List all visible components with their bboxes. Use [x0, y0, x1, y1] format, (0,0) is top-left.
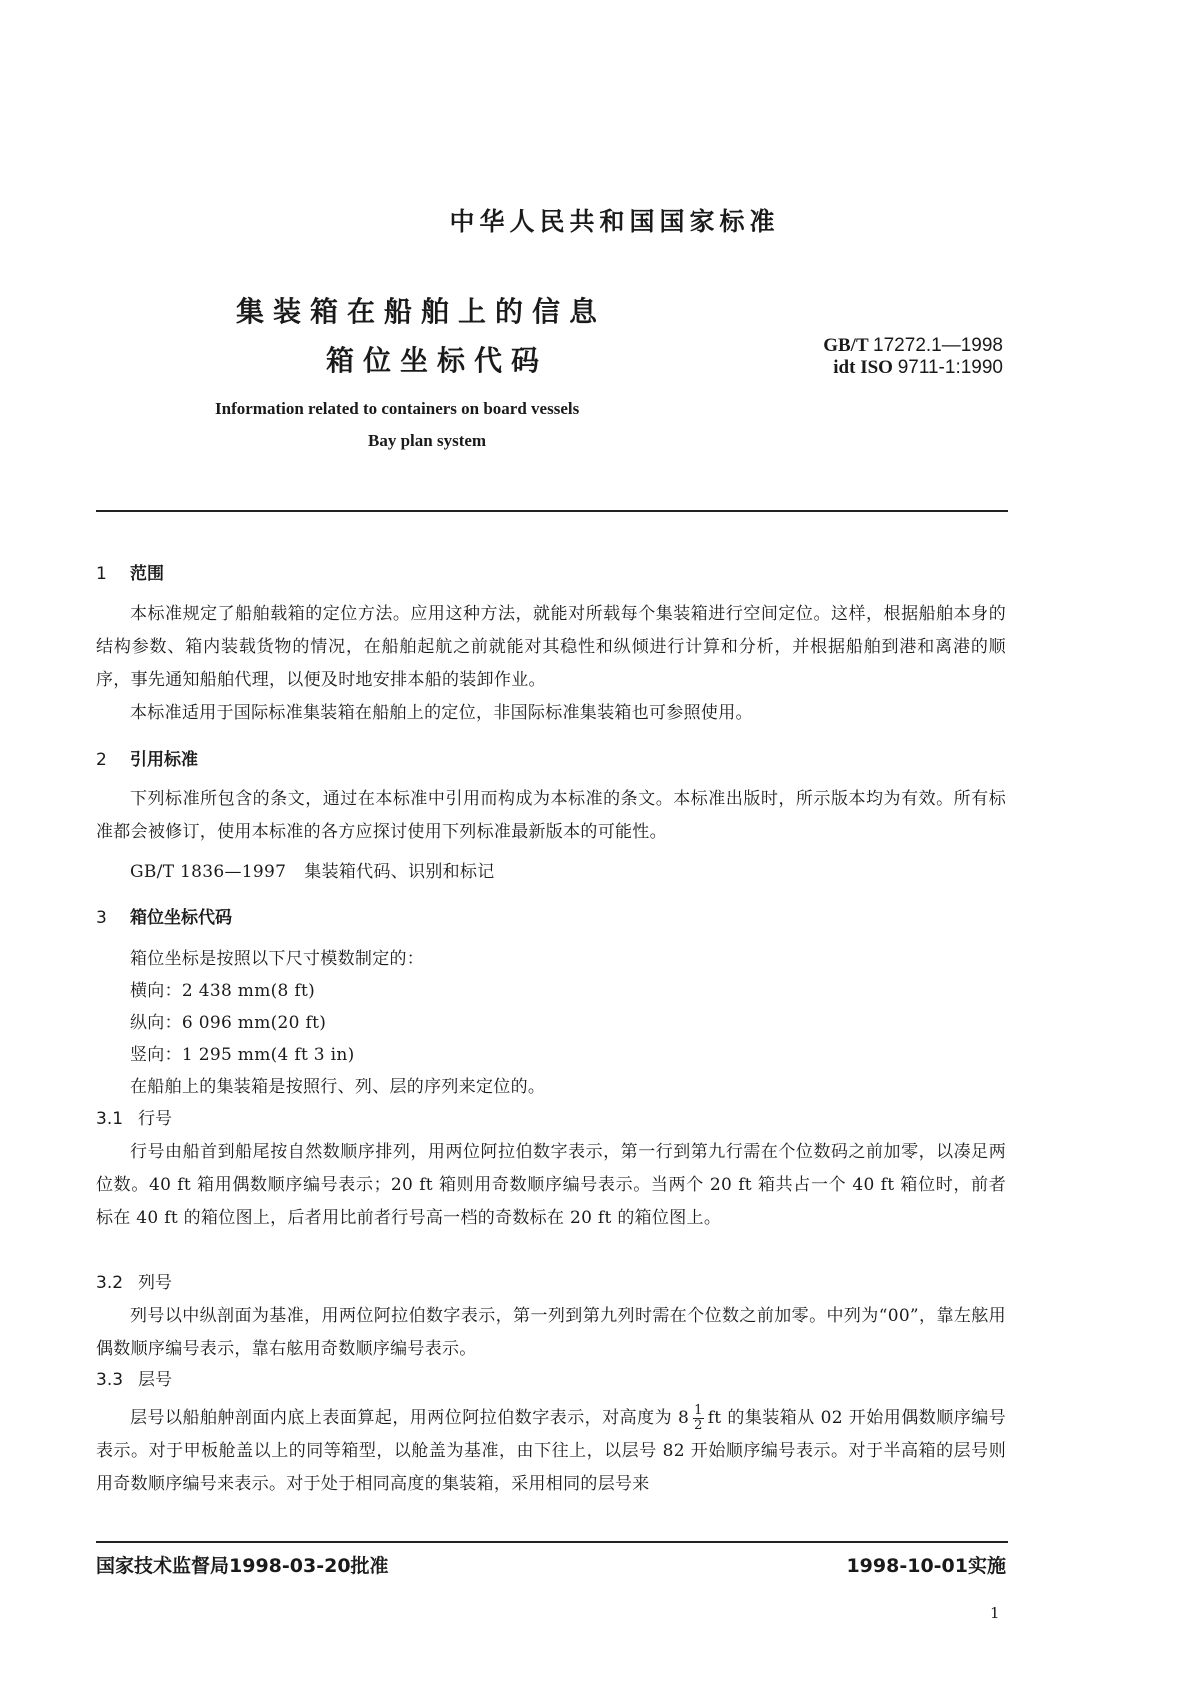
referenced-standard-title: 集装箱代码、识别和标记	[304, 862, 495, 882]
section-number: 2	[96, 750, 107, 770]
module-transverse: 横向：2 438 mm(8 ft)	[130, 981, 316, 1001]
document-title-en-line2: Bay plan system	[368, 431, 487, 450]
paragraph-text-after-fraction: ft 的集装箱从 02 开始用偶数顺序编号表示。对于甲板舱盖以上的同等箱型，以舱盖为基准，由下往上，以层号 82 开始顺序编号表示。对于半高箱的层号则用奇数顺序编号来表示。对于处于相同高度的集装箱，采用相同的层号来	[96, 1408, 1006, 1494]
section-1-heading	[96, 559, 164, 584]
document-title-cn-line2: 箱位坐标代码	[326, 344, 549, 377]
page-number: 1	[990, 1604, 1000, 1622]
section-1-paragraph-2: 本标准适用于国际标准集装箱在船舶上的定位，非国际标准集装箱也可参照使用。	[130, 703, 753, 723]
national-standard-title: 中华人民共和国国家标准	[449, 207, 780, 236]
subsection-3-3-heading	[96, 1365, 172, 1390]
subsection-3-2-heading	[96, 1268, 172, 1293]
standard-code-line2	[700, 357, 1003, 379]
iso-equivalence-prefix: idt ISO	[833, 357, 893, 378]
footer-divider	[96, 1541, 1008, 1543]
section-number: 3	[96, 908, 107, 928]
section-3-positioning: 在船舶上的集装箱是按照行、列、层的序列来定位的。	[130, 1077, 546, 1097]
standard-code-number: 17272.1—1998	[873, 335, 1003, 356]
standard-code-line1	[700, 335, 1003, 357]
paragraph-text-before-fraction: 层号以船舶舯剖面内底上表面算起，用两位阿拉伯数字表示，对高度为 8	[130, 1408, 690, 1428]
subsection-3-1-heading	[96, 1104, 172, 1129]
fraction-one-half	[693, 1404, 704, 1433]
subsection-number: 3.3	[96, 1370, 124, 1390]
section-title: 箱位坐标代码	[130, 908, 232, 928]
referenced-standard-code: GB/T 1836—1997	[130, 862, 287, 882]
fraction-numerator: 1	[694, 1403, 703, 1418]
fraction-denominator: 2	[694, 1418, 703, 1433]
subsection-title: 行号	[138, 1109, 172, 1129]
section-2-paragraph-1: 下列标准所包含的条文，通过在本标准中引用而构成为本标准的条文。本标准出版时，所示版本均为有效。所有标准都会被修订，使用本标准的各方应探讨使用下列标准最新版本的可能性。	[96, 789, 1006, 842]
document-title-cn-line1: 集装箱在船舶上的信息	[236, 295, 607, 328]
subsection-3-2-paragraph: 列号以中纵剖面为基准，用两位阿拉伯数字表示，第一列到第九列时需在个位数之前加零。中列为“00”，靠左舷用偶数顺序编号表示，靠右舷用奇数顺序编号表示。	[96, 1306, 1006, 1359]
section-3-intro: 箱位坐标是按照以下尺寸模数制定的：	[130, 949, 425, 969]
subsection-number: 3.2	[96, 1273, 124, 1293]
section-1-paragraph-1: 本标准规定了船舶载箱的定位方法。应用这种方法，就能对所载每个集装箱进行空间定位。这样，根据船舶本身的结构参数、箱内装载货物的情况，在船舶起航之前就能对其稳性和纵倾进行计算和分析，并根据船舶到港和离港的顺序，事先通知船舶代理，以便及时地安排本船的装卸作业。	[96, 604, 1006, 690]
implementation-date: 1998-10-01实施	[846, 1555, 1006, 1577]
standard-code-prefix: GB/T	[823, 335, 869, 356]
section-number: 1	[96, 564, 107, 584]
header-divider	[96, 510, 1008, 512]
standard-code-block	[700, 335, 1003, 379]
section-title: 引用标准	[130, 750, 198, 770]
subsection-3-3-paragraph	[96, 1402, 1006, 1501]
section-2-heading	[96, 745, 198, 770]
subsection-title: 层号	[138, 1370, 172, 1390]
referenced-standard	[130, 857, 495, 882]
subsection-number: 3.1	[96, 1109, 124, 1129]
subsection-title: 列号	[138, 1273, 172, 1293]
document-title-en-line1: Information related to containers on board vessels	[215, 399, 580, 418]
module-longitudinal: 纵向：6 096 mm(20 ft)	[130, 1013, 327, 1033]
subsection-3-1-paragraph: 行号由船首到船尾按自然数顺序排列，用两位阿拉伯数字表示，第一行到第九行需在个位数码之前加零，以凑足两位数。40 ft 箱用偶数顺序编号表示；20 ft 箱则用奇数顺序编号表示。当两个 20 ft 箱共占一个 40 ft 箱位时，前者标在 40 ft 的箱位图上，后者用比前者行号高一档的奇数标在 20 ft 的箱位图上。	[96, 1142, 1006, 1228]
section-3-heading	[96, 903, 232, 928]
module-vertical: 竖向：1 295 mm(4 ft 3 in)	[130, 1045, 355, 1065]
approval-date: 国家技术监督局1998-03-20批准	[96, 1555, 389, 1577]
section-title: 范围	[130, 564, 164, 584]
iso-equivalence-number: 9711-1:1990	[897, 357, 1003, 378]
